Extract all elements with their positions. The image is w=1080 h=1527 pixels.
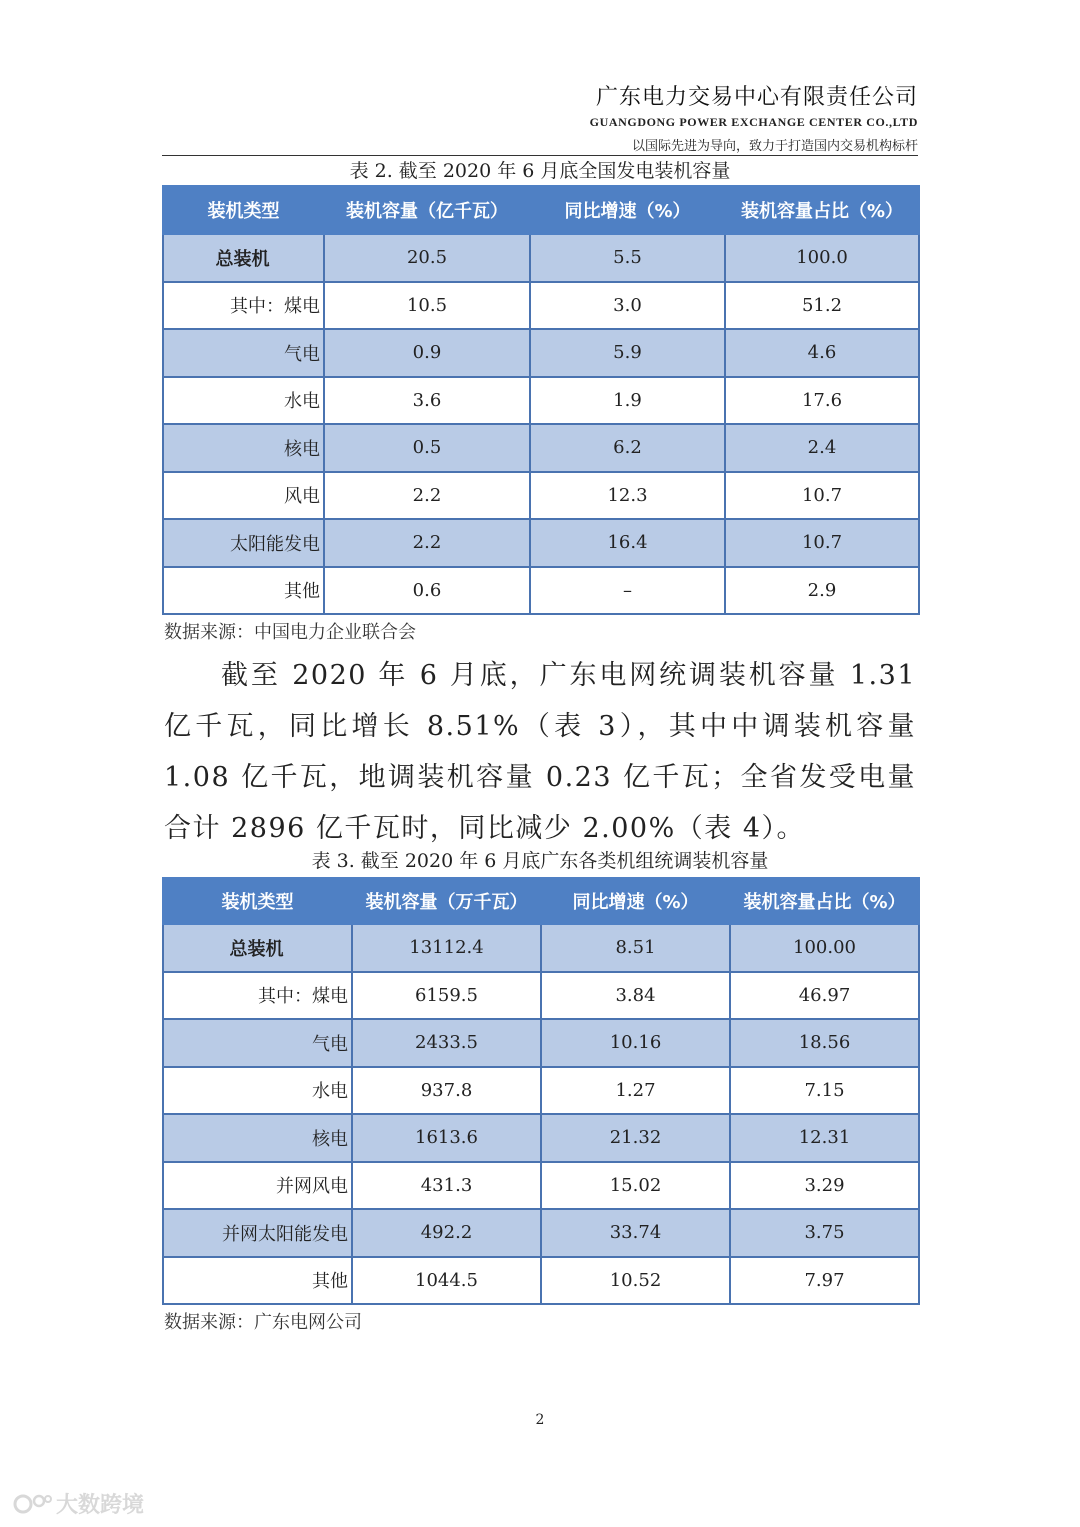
table2-cell-type: 核电 <box>163 424 324 472</box>
table3-cell-growth: 21.32 <box>541 1114 730 1162</box>
table3-cell-capacity: 1613.6 <box>352 1114 541 1162</box>
table2-cell-capacity: 2.2 <box>324 472 530 520</box>
page-number: 2 <box>535 1412 545 1428</box>
table2-cell-growth: 12.3 <box>530 472 725 520</box>
table2-cell-growth: 3.0 <box>530 282 725 330</box>
table3-cell-type: 总装机 <box>163 924 352 972</box>
table3-cell-share: 46.97 <box>730 972 919 1020</box>
table2-cell-share: 17.6 <box>725 377 919 425</box>
table3-row <box>163 1162 919 1210</box>
table2-row <box>163 519 919 567</box>
watermark-logo-icon <box>12 1493 52 1515</box>
table2-source: 数据来源：中国电力企业联合会 <box>164 622 416 643</box>
table2-cell-type: 水电 <box>163 377 324 425</box>
table3-cell-type: 其他 <box>163 1257 352 1305</box>
table3-cell-share: 7.97 <box>730 1257 919 1305</box>
table2-cell-capacity: 0.6 <box>324 567 530 615</box>
table2-header-capacity: 装机容量（亿千瓦） <box>324 186 530 234</box>
table2-cell-type: 总装机 <box>163 234 324 282</box>
table2-cell-type: 其他 <box>163 567 324 615</box>
table3-cell-type: 并网太阳能发电 <box>163 1209 352 1257</box>
table3-source: 数据来源：广东电网公司 <box>164 1312 362 1333</box>
table3-cell-capacity: 431.3 <box>352 1162 541 1210</box>
body-paragraph: 截至 2020 年 6 月底，广东电网统调装机容量 1.31 亿千瓦，同比增长 8.51%（表 3），其中中调装机容量 1.08 亿千瓦，地调装机容量 0.23 亿千瓦；全省发受电量合计 2896 亿千瓦时，同比减少 2.00%（表 4）。 <box>164 660 916 844</box>
table2-header-type: 装机类型 <box>163 186 324 234</box>
table2-header-growth: 同比增速（%） <box>530 186 725 234</box>
table3-row <box>163 1257 919 1305</box>
table3 <box>162 877 920 1305</box>
table3-cell-share: 3.75 <box>730 1209 919 1257</box>
watermark-text: 大数跨境 <box>56 1493 145 1518</box>
table2-cell-capacity: 2.2 <box>324 519 530 567</box>
table3-cell-growth: 33.74 <box>541 1209 730 1257</box>
table2-cell-type: 气电 <box>163 329 324 377</box>
table3-cell-growth: 8.51 <box>541 924 730 972</box>
table3-caption: 表 3. 截至 2020 年 6 月底广东各类机组统调装机容量 <box>311 850 769 872</box>
table2-cell-capacity: 20.5 <box>324 234 530 282</box>
table2-cell-share: 4.6 <box>725 329 919 377</box>
table2-row <box>163 234 919 282</box>
watermark <box>12 1488 144 1519</box>
table2-row <box>163 567 919 615</box>
header-divider <box>162 155 918 156</box>
table2-row <box>163 472 919 520</box>
table3-header-share: 装机容量占比（%） <box>730 878 919 924</box>
table3-cell-share: 7.15 <box>730 1067 919 1115</box>
table3-cell-type: 水电 <box>163 1067 352 1115</box>
table2-row <box>163 377 919 425</box>
company-slogan: 以国际先进为导向，致力于打造国内交易机构标杆 <box>631 139 918 154</box>
table2-cell-type: 风电 <box>163 472 324 520</box>
table3-header-growth: 同比增速（%） <box>541 878 730 924</box>
table3-row <box>163 1114 919 1162</box>
table3-cell-type: 并网风电 <box>163 1162 352 1210</box>
table2-cell-growth: 16.4 <box>530 519 725 567</box>
table3-cell-capacity: 492.2 <box>352 1209 541 1257</box>
table2-caption: 表 2. 截至 2020 年 6 月底全国发电装机容量 <box>349 160 731 182</box>
table2-header-share: 装机容量占比（%） <box>725 186 919 234</box>
table2-cell-share: 51.2 <box>725 282 919 330</box>
table3-cell-growth: 1.27 <box>541 1067 730 1115</box>
table2-cell-share: 2.9 <box>725 567 919 615</box>
table3-header-type: 装机类型 <box>163 878 352 924</box>
table3-cell-growth: 10.52 <box>541 1257 730 1305</box>
table2-cell-growth: 1.9 <box>530 377 725 425</box>
table3-row <box>163 1019 919 1067</box>
table3-cell-share: 18.56 <box>730 1019 919 1067</box>
table2-cell-type: 其中：煤电 <box>163 282 324 330</box>
table2 <box>162 185 920 615</box>
table2-cell-capacity: 0.9 <box>324 329 530 377</box>
company-name: 广东电力交易中心有限责任公司 <box>595 85 918 110</box>
table3-cell-capacity: 1044.5 <box>352 1257 541 1305</box>
table2-header-row <box>163 186 919 234</box>
table3-row <box>163 1209 919 1257</box>
table3-cell-capacity: 2433.5 <box>352 1019 541 1067</box>
table2-row <box>163 424 919 472</box>
table2-cell-capacity: 10.5 <box>324 282 530 330</box>
table2-row <box>163 329 919 377</box>
table3-cell-growth: 3.84 <box>541 972 730 1020</box>
table2-cell-growth: 5.5 <box>530 234 725 282</box>
company-name-english: GUANGDONG POWER EXCHANGE CENTER CO.,LTD <box>589 115 918 129</box>
table3-cell-share: 12.31 <box>730 1114 919 1162</box>
table2-cell-capacity: 3.6 <box>324 377 530 425</box>
table2-cell-growth: – <box>530 567 725 615</box>
table3-cell-type: 气电 <box>163 1019 352 1067</box>
table3-cell-type: 其中：煤电 <box>163 972 352 1020</box>
table3-cell-growth: 10.16 <box>541 1019 730 1067</box>
table2-row <box>163 282 919 330</box>
table3-header-capacity: 装机容量（万千瓦） <box>352 878 541 924</box>
table2-cell-share: 100.0 <box>725 234 919 282</box>
table2-cell-type: 太阳能发电 <box>163 519 324 567</box>
table2-cell-growth: 5.9 <box>530 329 725 377</box>
table3-row <box>163 972 919 1020</box>
table3-row <box>163 924 919 972</box>
table2-cell-growth: 6.2 <box>530 424 725 472</box>
table3-header-row <box>163 878 919 924</box>
table3-cell-capacity: 937.8 <box>352 1067 541 1115</box>
table3-cell-share: 3.29 <box>730 1162 919 1210</box>
table2-cell-capacity: 0.5 <box>324 424 530 472</box>
table3-row <box>163 1067 919 1115</box>
table2-cell-share: 10.7 <box>725 472 919 520</box>
table2-cell-share: 2.4 <box>725 424 919 472</box>
table3-cell-capacity: 6159.5 <box>352 972 541 1020</box>
table3-cell-type: 核电 <box>163 1114 352 1162</box>
table2-cell-share: 10.7 <box>725 519 919 567</box>
table3-cell-capacity: 13112.4 <box>352 924 541 972</box>
table3-cell-share: 100.00 <box>730 924 919 972</box>
table3-cell-growth: 15.02 <box>541 1162 730 1210</box>
